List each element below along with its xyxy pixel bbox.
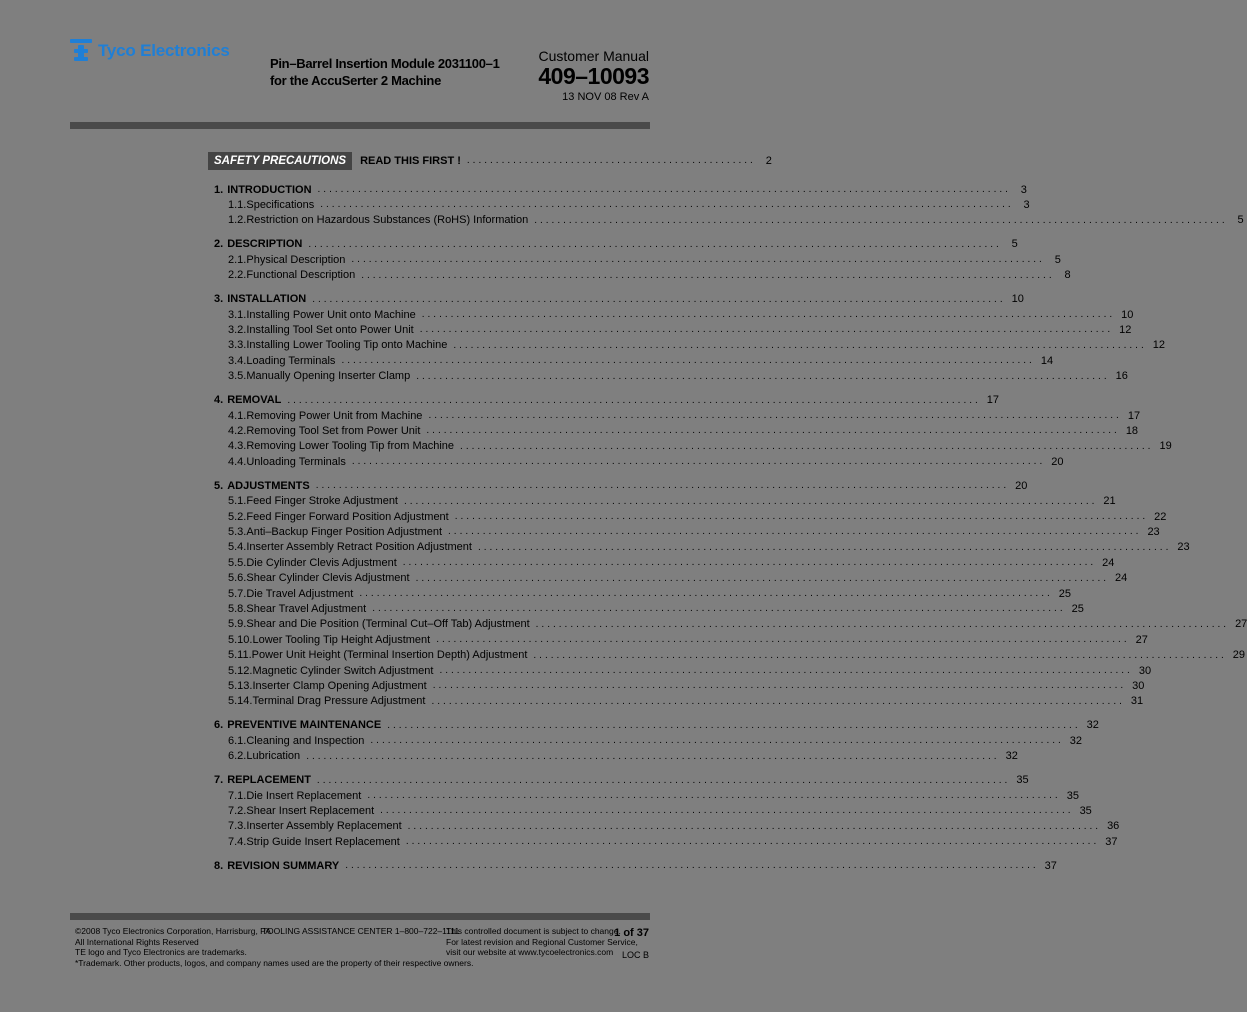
toc-page: 20 bbox=[1051, 455, 1064, 468]
toc-number: 2. bbox=[214, 238, 224, 251]
toc-title: PREVENTIVE MAINTENANCE bbox=[227, 719, 382, 732]
toc-number: 7. bbox=[214, 774, 224, 787]
toc-subsection[interactable] bbox=[208, 353, 1054, 368]
toc-title: Removing Lower Tooling Tip from Machine bbox=[246, 440, 455, 453]
toc-page: 10 bbox=[1011, 293, 1024, 306]
toc-number: 3.3. bbox=[228, 339, 247, 352]
leader-dots: ........................................................................................................................ bbox=[345, 860, 1039, 872]
page-number: 1 of 37 bbox=[614, 927, 649, 939]
toc-page: 32 bbox=[1005, 750, 1018, 763]
leader-dots: ........................................................................................................................ bbox=[370, 735, 1064, 747]
tooling-assistance: TOOLING ASSISTANCE CENTER 1–800–722–1111 bbox=[262, 926, 460, 936]
toc-page: 5 bbox=[1237, 214, 1244, 227]
toc-section[interactable] bbox=[208, 292, 1024, 307]
toc-title: Removing Power Unit from Machine bbox=[246, 409, 423, 422]
toc-page: 36 bbox=[1107, 820, 1120, 833]
toc-number: 3.1. bbox=[228, 308, 247, 321]
toc-title: Die Insert Replacement bbox=[246, 789, 362, 802]
leader-dots: ........................................................................................................................ bbox=[453, 339, 1147, 351]
toc-page: 35 bbox=[1079, 804, 1092, 817]
leader-dots: ........................................................................................................................ bbox=[351, 456, 1046, 468]
toc-subsection[interactable] bbox=[208, 749, 1018, 764]
toc-page: 12 bbox=[1152, 339, 1165, 352]
leader-dots: ........................................................................................................................ bbox=[477, 541, 1172, 553]
rights-line: All International Rights Reserved bbox=[75, 936, 199, 947]
tyco-logo-icon bbox=[70, 39, 92, 63]
toc-section[interactable] bbox=[208, 858, 1057, 873]
leader-dots: ........................................................................................................................ bbox=[454, 511, 1149, 522]
leader-dots: ........................................................................................................................ bbox=[359, 588, 1053, 599]
leader-dots: ........................................................................................................................ bbox=[431, 695, 1125, 707]
toc-number: 2.2. bbox=[228, 269, 247, 282]
toc-number: 6. bbox=[214, 719, 224, 732]
leader-dots: ........................................................................................................................ bbox=[316, 774, 1011, 786]
leader-dots: ........................................................................................................................ bbox=[320, 199, 1014, 211]
leader-dots: ........................................................................................................................ bbox=[415, 572, 1110, 584]
safety-row[interactable] bbox=[208, 150, 772, 170]
toc-title: Shear Travel Adjustment bbox=[246, 602, 367, 615]
toc-title: Lower Tooling Tip Height Adjustment bbox=[252, 633, 431, 646]
toc-number: 5.5. bbox=[228, 556, 247, 569]
toc-subsection[interactable] bbox=[208, 454, 1064, 469]
leader-dots: ........................................................................................................................ bbox=[436, 634, 1130, 646]
document-title bbox=[270, 55, 500, 89]
notice-line1: This controlled document is subject to change. bbox=[446, 926, 621, 936]
toc-title: Installing Lower Tooling Tip onto Machine bbox=[246, 339, 448, 352]
toc-page: 27 bbox=[1235, 618, 1247, 631]
toc-title: Shear Insert Replacement bbox=[246, 804, 375, 817]
toc-title: Anti–Backup Finger Position Adjustment bbox=[246, 525, 443, 538]
leader-dots: ........................................................................................................................ bbox=[533, 649, 1227, 661]
toc-number: 4. bbox=[214, 394, 224, 407]
toc-title: Loading Terminals bbox=[246, 354, 336, 367]
toc-subsection[interactable] bbox=[208, 509, 1167, 524]
safety-page: 2 bbox=[765, 154, 772, 167]
toc-subsection[interactable] bbox=[208, 601, 1084, 616]
toc-page: 35 bbox=[1066, 789, 1079, 802]
toc-page: 17 bbox=[986, 394, 1000, 407]
leader-dots: ........................................................................................................................ bbox=[421, 309, 1116, 320]
leader-dots: ........................................................................................................................ bbox=[380, 805, 1074, 817]
toc-title: Functional Description bbox=[246, 269, 356, 282]
toc-number: 5.10. bbox=[228, 633, 253, 646]
toc-page: 30 bbox=[1132, 679, 1145, 692]
toc-page: 23 bbox=[1177, 541, 1190, 554]
toc-title: Power Unit Height (Terminal Insertion Depth) Adjustment bbox=[251, 649, 528, 662]
company-logo bbox=[70, 36, 230, 66]
toc-page: 35 bbox=[1016, 774, 1029, 787]
toc-subsection[interactable] bbox=[208, 617, 1247, 632]
toc-page: 21 bbox=[1103, 495, 1116, 508]
toc-title: Specifications bbox=[246, 198, 315, 211]
logo-text: Tyco Electronics bbox=[98, 41, 230, 60]
toc-number: 5.13. bbox=[228, 679, 253, 692]
toc-number: 1.2. bbox=[228, 214, 247, 227]
toc-number: 1.1. bbox=[228, 198, 247, 211]
leader-dots: ........................................................................................................................ bbox=[419, 324, 1114, 336]
leader-dots: ........................................................................................................................ bbox=[367, 790, 1061, 801]
leader-dots: ........................................................................................................................ bbox=[535, 618, 1230, 630]
leader-dots: .................................................. bbox=[466, 155, 756, 166]
toc-title: Lubrication bbox=[246, 750, 301, 763]
copyright-line: ©2008 Tyco Electronics Corporation, Harrisburg, PA bbox=[75, 926, 271, 936]
leader-dots: ........................................................................................................................ bbox=[439, 665, 1133, 676]
document-title-line2: for the AccuSerter 2 Machine bbox=[270, 73, 442, 88]
toc-subsection[interactable] bbox=[208, 788, 1079, 803]
toc-section[interactable] bbox=[208, 393, 1000, 408]
toc-number: 5.12. bbox=[228, 664, 253, 677]
toc-subsection[interactable] bbox=[208, 524, 1160, 539]
toc-page: 29 bbox=[1232, 649, 1246, 662]
toc-page: 37 bbox=[1105, 835, 1118, 848]
toc-page: 22 bbox=[1154, 510, 1167, 523]
toc-number: 3.4. bbox=[228, 354, 247, 367]
toc-page: 30 bbox=[1138, 664, 1152, 677]
toc-number: 4.3. bbox=[228, 440, 247, 453]
header-divider bbox=[70, 122, 650, 129]
toc-page: 17 bbox=[1127, 409, 1141, 422]
toc-subsection[interactable] bbox=[208, 408, 1141, 423]
toc-number: 6.2. bbox=[228, 750, 247, 763]
toc-subsection[interactable] bbox=[208, 819, 1120, 834]
toc-page: 5 bbox=[1011, 238, 1018, 251]
toc-subsection[interactable] bbox=[208, 268, 1071, 283]
leader-dots: ........................................................................................................................ bbox=[432, 680, 1127, 692]
toc-page: 3 bbox=[1023, 198, 1030, 211]
toc-section[interactable] bbox=[208, 773, 1029, 788]
toc-page: 37 bbox=[1044, 859, 1057, 872]
toc-title: Installing Power Unit onto Machine bbox=[246, 308, 416, 321]
toc-subsection[interactable] bbox=[208, 694, 1144, 709]
toc-page: 25 bbox=[1071, 602, 1084, 615]
date-revision: 13 NOV 08 Rev A bbox=[562, 91, 649, 103]
leader-dots: ........................................................................................................................ bbox=[312, 293, 1006, 305]
toc-page: 19 bbox=[1159, 440, 1172, 453]
toc-subsection[interactable] bbox=[208, 648, 1246, 663]
toc-number: 5.11. bbox=[228, 649, 252, 662]
toc-title: REVISION SUMMARY bbox=[227, 859, 340, 872]
toc-subsection[interactable] bbox=[208, 494, 1116, 509]
document-notice bbox=[446, 926, 638, 958]
toc-title: Shear and Die Position (Terminal Cut–Off Tab) Adjustment bbox=[246, 618, 530, 631]
leader-dots: ........................................................................................................................ bbox=[351, 254, 1045, 266]
toc-page: 31 bbox=[1130, 695, 1144, 708]
toc-subsection[interactable] bbox=[208, 632, 1148, 647]
leader-dots: ........................................................................................................................ bbox=[287, 394, 981, 406]
toc-number: 5.6. bbox=[228, 572, 247, 585]
toc-title: Restriction on Hazardous Substances (RoHS) Information bbox=[246, 214, 529, 227]
toc-title: Physical Description bbox=[246, 253, 346, 266]
toc-number: 7.2. bbox=[228, 804, 247, 817]
toc-subsection[interactable] bbox=[208, 338, 1165, 353]
leader-dots: ........................................................................................................................ bbox=[315, 480, 1010, 492]
leader-dots: ........................................................................................................................ bbox=[404, 495, 1098, 507]
toc-subsection[interactable] bbox=[208, 252, 1061, 267]
leader-dots: ........................................................................................................................ bbox=[317, 184, 1011, 195]
toc-page: 24 bbox=[1102, 556, 1115, 569]
leader-dots: ........................................................................................................................ bbox=[402, 557, 1097, 569]
toc-section[interactable] bbox=[208, 237, 1018, 252]
toc-title: Cleaning and Inspection bbox=[246, 734, 365, 747]
toc-page: 18 bbox=[1125, 424, 1139, 437]
toc-page: 32 bbox=[1069, 734, 1083, 747]
toc-title: Removing Tool Set from Power Unit bbox=[246, 424, 421, 437]
leader-dots: ........................................................................................................................ bbox=[361, 269, 1055, 281]
leader-dots: ........................................................................................................................ bbox=[428, 410, 1122, 421]
toc-title: REMOVAL bbox=[227, 394, 282, 407]
toc-number: 5.8. bbox=[228, 602, 247, 615]
toc-number: 5.3. bbox=[228, 525, 247, 538]
trademark-line: TE logo and Tyco Electronics are trademarks. bbox=[75, 947, 247, 957]
leader-dots: ........................................................................................................................ bbox=[308, 238, 1002, 250]
toc-number: 5.9. bbox=[228, 618, 247, 631]
footer-divider bbox=[70, 913, 650, 920]
toc-title: Terminal Drag Pressure Adjustment bbox=[252, 695, 426, 708]
toc-section[interactable] bbox=[208, 718, 1099, 733]
toc-title: INSTALLATION bbox=[227, 293, 307, 306]
toc-number: 3. bbox=[214, 293, 224, 306]
toc-number: 4.2. bbox=[228, 424, 247, 437]
toc-page: 5 bbox=[1054, 253, 1061, 266]
toc-number: 5.14. bbox=[228, 695, 253, 708]
location-code: LOC B bbox=[621, 950, 649, 960]
leader-dots: ........................................................................................................................ bbox=[405, 836, 1100, 848]
toc-page: 24 bbox=[1115, 572, 1128, 585]
toc-subsection[interactable] bbox=[208, 213, 1244, 228]
toc-subsection[interactable] bbox=[208, 439, 1172, 454]
toc-number: 4.1. bbox=[228, 409, 247, 422]
leader-dots: ........................................................................................................................ bbox=[448, 526, 1142, 538]
toc-subsection[interactable] bbox=[208, 197, 1030, 212]
toc-page: 12 bbox=[1119, 323, 1132, 336]
toc-number: 5.4. bbox=[228, 541, 247, 554]
toc-page: 8 bbox=[1064, 269, 1071, 282]
document-title-line1: Pin–Barrel Insertion Module 2031100–1 bbox=[270, 56, 500, 71]
toc-subsection[interactable] bbox=[208, 803, 1092, 818]
toc-subsection[interactable] bbox=[208, 571, 1128, 586]
toc-title: Die Cylinder Clevis Adjustment bbox=[246, 556, 397, 569]
toc-title: Die Travel Adjustment bbox=[246, 587, 354, 600]
toc-page: 16 bbox=[1115, 370, 1128, 383]
toc-subsection[interactable] bbox=[208, 322, 1132, 337]
toc-subsection[interactable] bbox=[208, 586, 1072, 601]
trademark-note: *Trademark. Other products, logos, and company names used are the property of their respective owners. bbox=[75, 957, 474, 968]
toc-title: Magnetic Cylinder Switch Adjustment bbox=[252, 664, 434, 677]
leader-dots: ........................................................................................................................ bbox=[407, 820, 1102, 832]
leader-dots: ........................................................................................................................ bbox=[460, 440, 1154, 452]
toc-page: 10 bbox=[1121, 308, 1134, 321]
toc-number: 6.1. bbox=[228, 734, 247, 747]
leader-dots: ........................................................................................................................ bbox=[372, 603, 1066, 615]
toc-number: 7.4. bbox=[228, 835, 247, 848]
toc-number: 2.1. bbox=[228, 253, 247, 266]
toc-subsection[interactable] bbox=[208, 663, 1152, 678]
toc-page: 20 bbox=[1015, 479, 1028, 492]
toc-subsection[interactable] bbox=[208, 555, 1115, 570]
toc-section[interactable] bbox=[208, 478, 1028, 493]
toc-title: Inserter Clamp Opening Adjustment bbox=[252, 679, 427, 692]
leader-dots: ........................................................................................................................ bbox=[426, 425, 1120, 437]
toc-title: INTRODUCTION bbox=[227, 183, 312, 196]
leader-dots: ........................................................................................................................ bbox=[341, 355, 1035, 367]
toc-title: Strip Guide Insert Replacement bbox=[246, 835, 400, 848]
toc-subsection[interactable] bbox=[208, 678, 1145, 693]
toc-title: REPLACEMENT bbox=[227, 774, 311, 787]
toc-subsection[interactable] bbox=[208, 834, 1118, 849]
toc-page: 25 bbox=[1058, 587, 1072, 600]
toc-subsection[interactable] bbox=[208, 423, 1139, 438]
toc-page: 23 bbox=[1147, 525, 1160, 538]
toc-number: 5.2. bbox=[228, 510, 247, 523]
toc-number: 3.2. bbox=[228, 323, 247, 336]
toc-title: Unloading Terminals bbox=[246, 455, 346, 468]
safety-badge: SAFETY PRECAUTIONS bbox=[208, 152, 352, 170]
toc-title: Feed Finger Forward Position Adjustment bbox=[246, 510, 449, 523]
toc-number: 7.1. bbox=[228, 789, 247, 802]
toc-number: 3.5. bbox=[228, 370, 247, 383]
manual-label: Customer Manual bbox=[538, 48, 649, 64]
toc-title: Feed Finger Stroke Adjustment bbox=[246, 495, 398, 508]
toc-title: Inserter Assembly Retract Position Adjustment bbox=[246, 541, 472, 554]
toc-page: 3 bbox=[1020, 183, 1027, 196]
toc-number: 4.4. bbox=[228, 455, 247, 468]
leader-dots: ........................................................................................................................ bbox=[534, 214, 1228, 226]
leader-dots: ........................................................................................................................ bbox=[416, 370, 1110, 382]
toc-subsection[interactable] bbox=[208, 307, 1134, 322]
leader-dots: ........................................................................................................................ bbox=[306, 750, 1000, 762]
table-of-contents bbox=[208, 182, 1247, 872]
toc-title: DESCRIPTION bbox=[227, 238, 303, 251]
toc-subsection[interactable] bbox=[208, 733, 1083, 748]
toc-title: Shear Cylinder Clevis Adjustment bbox=[246, 572, 410, 585]
toc-title: Inserter Assembly Replacement bbox=[246, 820, 402, 833]
safety-title: READ THIS FIRST ! bbox=[360, 154, 461, 167]
toc-page: 14 bbox=[1040, 354, 1054, 367]
toc-number: 5.1. bbox=[228, 495, 247, 508]
toc-title: Installing Tool Set onto Power Unit bbox=[246, 323, 414, 336]
website-link[interactable]: visit our website at www.tycoelectronics.com bbox=[446, 947, 614, 957]
toc-number: 5.7. bbox=[228, 587, 247, 600]
toc-number: 8. bbox=[214, 859, 224, 872]
manual-number: 409–10093 bbox=[538, 63, 649, 89]
toc-number: 7.3. bbox=[228, 820, 247, 833]
notice-line2: For latest revision and Regional Customer Service, bbox=[446, 936, 638, 947]
toc-title: ADJUSTMENTS bbox=[227, 479, 310, 492]
toc-page: 27 bbox=[1135, 633, 1148, 646]
toc-subsection[interactable] bbox=[208, 540, 1190, 555]
leader-dots: ........................................................................................................................ bbox=[387, 719, 1081, 731]
toc-section[interactable] bbox=[208, 182, 1027, 197]
toc-title: Manually Opening Inserter Clamp bbox=[246, 370, 411, 383]
toc-number: 5. bbox=[214, 479, 224, 492]
toc-subsection[interactable] bbox=[208, 369, 1128, 384]
toc-number: 1. bbox=[214, 183, 224, 196]
toc-page: 32 bbox=[1086, 719, 1099, 732]
